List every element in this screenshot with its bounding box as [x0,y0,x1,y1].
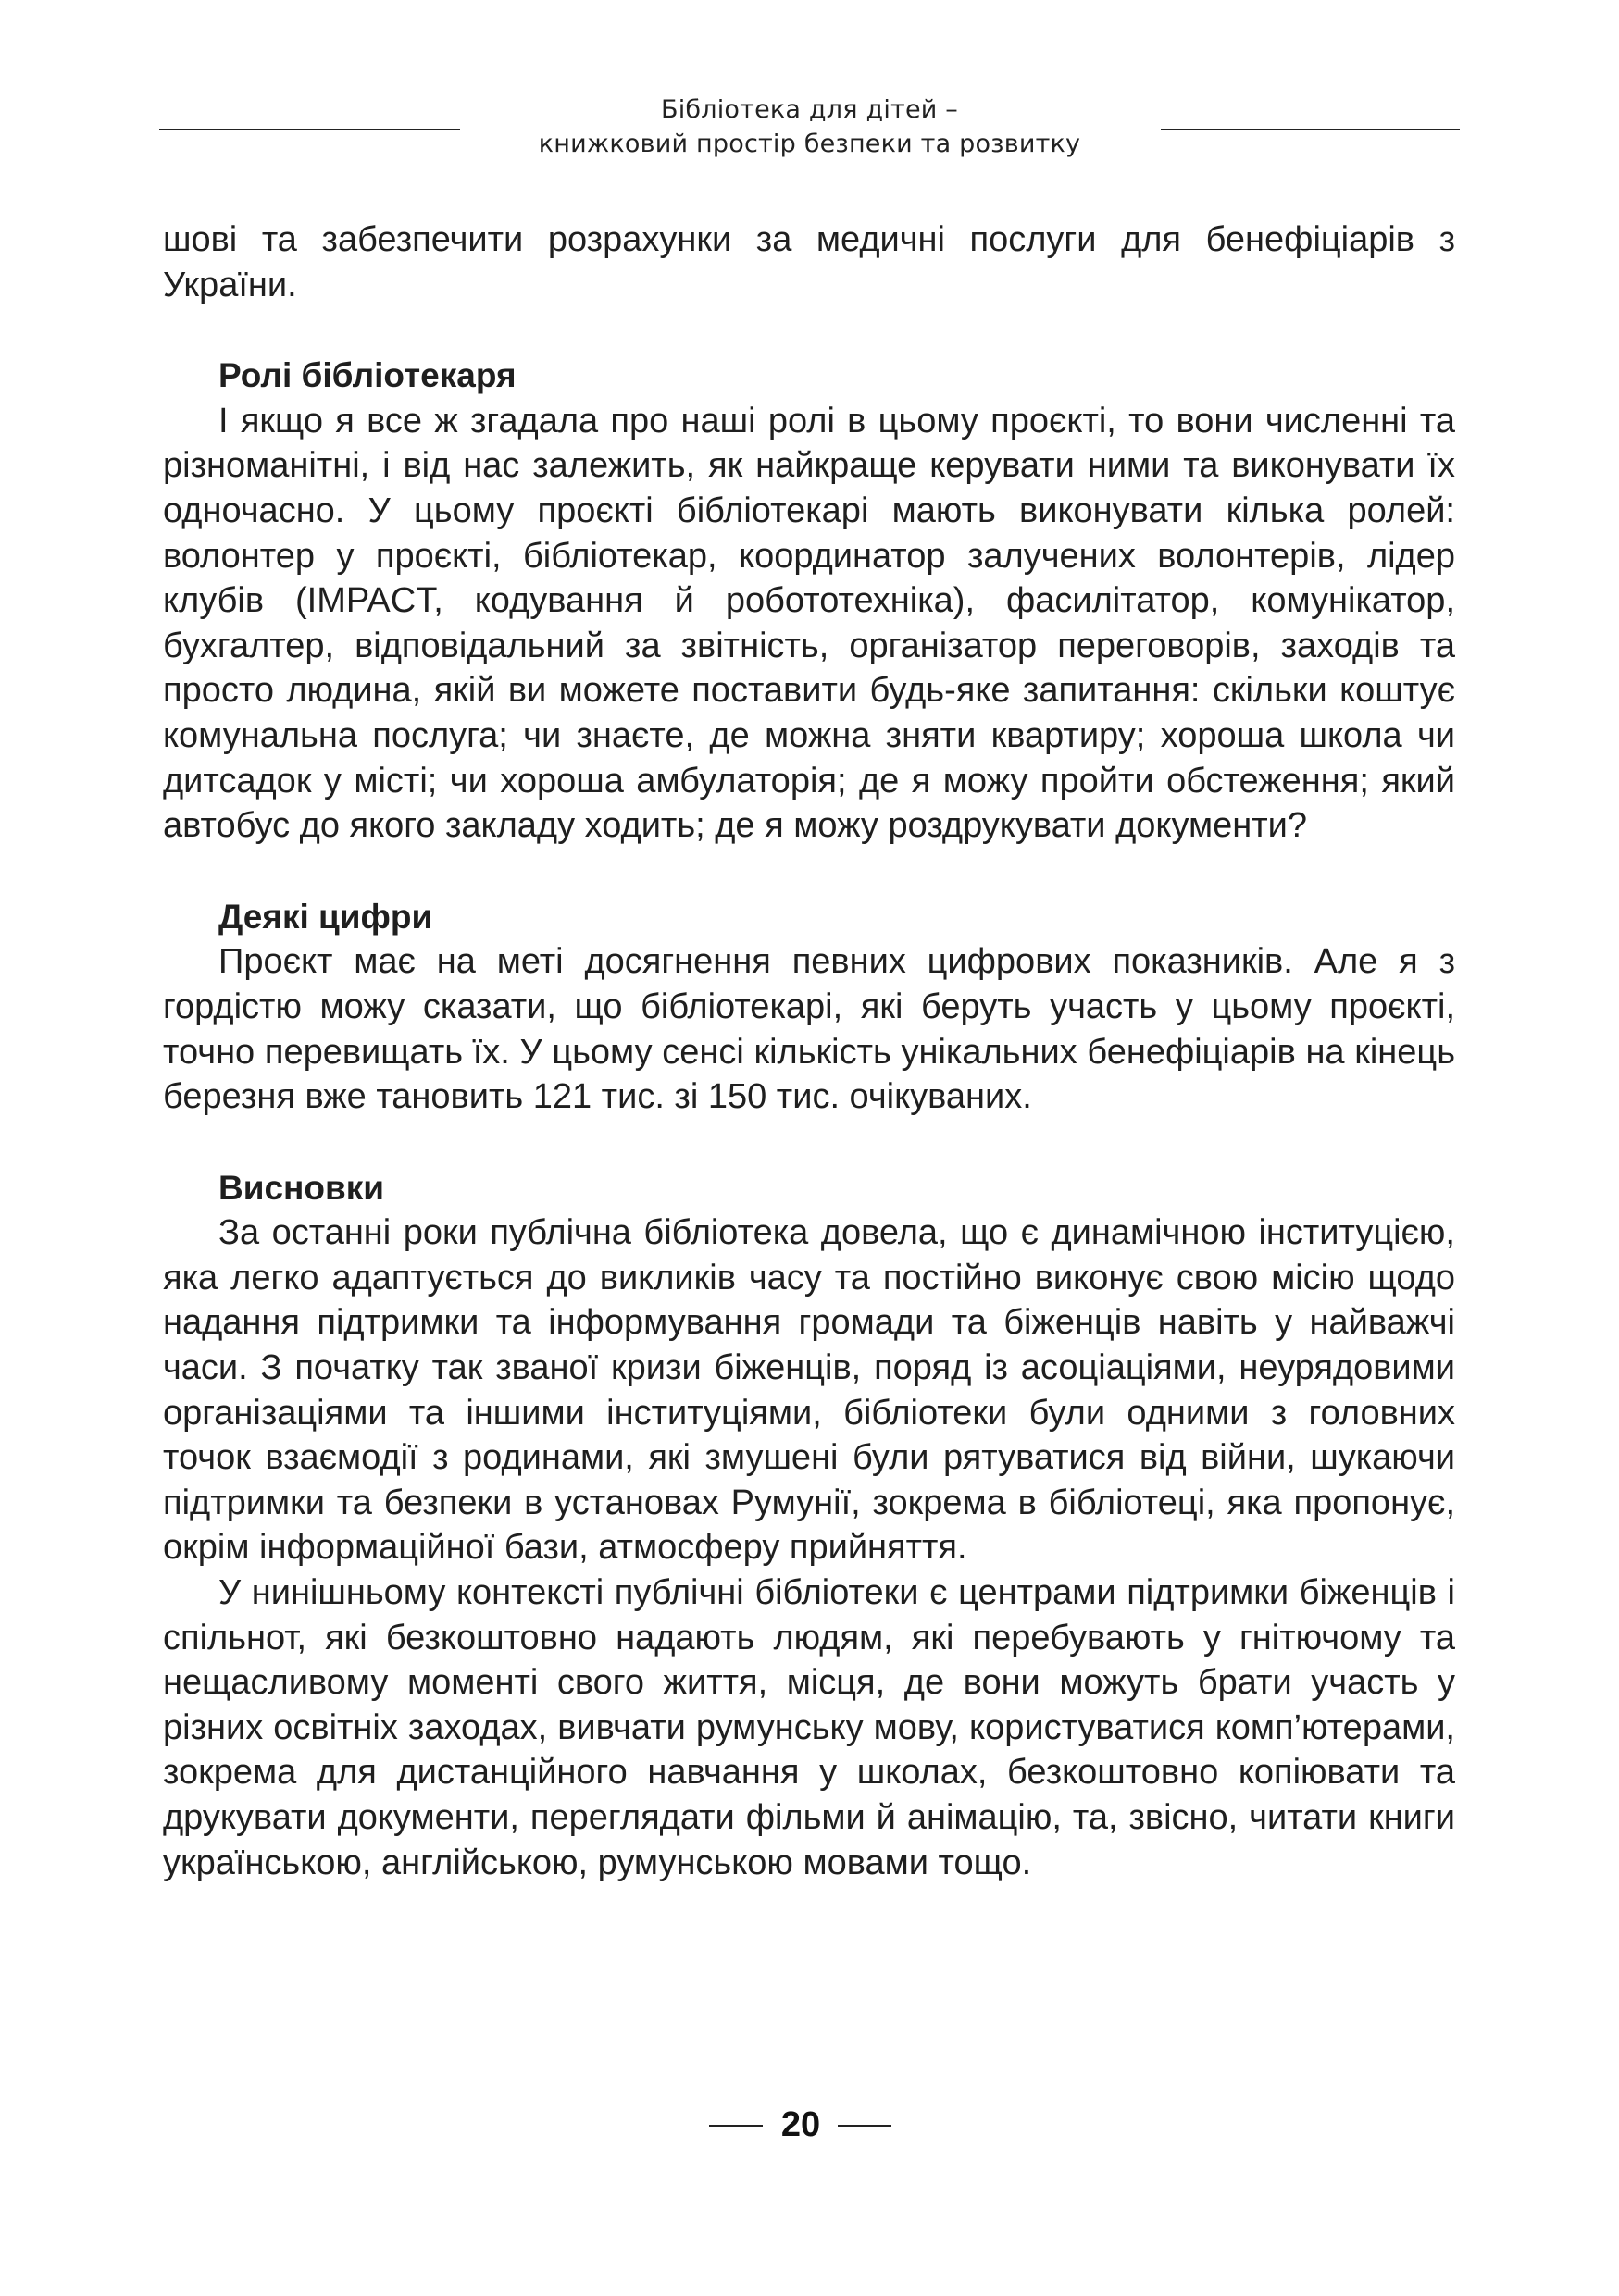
footer-rule-right [838,2125,891,2127]
running-header-line-2: книжковий простір безпеки та розвитку [538,130,1081,158]
section-heading-conclusions: Висновки [218,1168,385,1207]
paragraph-figures: Проєкт має на меті досягнення певних цифрових показників. Але я з гордістю можу сказати, що бібліотекарі, які беруть участь у цьому проєкті, точно перевищать їх. У цьому сенсі кількість унікальних бенефіціарів на кінець березня вже тановить 121 тис. зі 150 тис. очікуваних. [163,942,1455,1117]
paragraph-conclusions-2: У нинішньому контексті публічні бібліотеки є центрами підтримки біженців і спільнот, які безкоштовно надають людям, які перебувають у гнітючому та нещасливому моменті свого життя, місця, де вони можуть брати участь у різних освітніх заходах, вивчати румунську мову, користуватися комп’ютерами, зокрема для дистанційного навчання у школах, безкоштовно копіювати та друкувати документи, переглядати фільми й анімацію, та, звісно, читати книги українською, англійською, румунською мовами тощо. [163,1573,1455,1882]
section-heading-figures: Деякі цифри [218,897,433,936]
page-header [159,89,1460,172]
header-rule-right [1161,129,1460,130]
page-body [163,217,1455,1885]
footer-rule-left [709,2125,763,2127]
page-number: 20 [780,2105,821,2144]
paragraph-roles: І якщо я все ж згадала про наші ролі в цьому проєкті, то вони численні та різноманітні, і від нас залежить, як найкраще керувати ними та виконувати їх одночасно. У цьому проєкті бібліотекарі мають виконувати кілька ролей: волонтер у проєкті, бібліотекар, координатор залучених волонтерів, лідер клубів (IMPACT, кодування й робототехніка), фасилітатор, комунікатор, бухгалтер, відповідальний за звітність, організатор переговорів, заходів та просто людина, якій ви можете поставити будь-яке запитання: скільки коштує комунальна послуга; чи знаєте, де можна зняти квартиру; хороша школа чи дитсадок у місті; чи хороша амбулаторія; де я можу пройти обстеження; який автобус до якого закладу ходить; де я можу роздрукувати документи? [163,401,1455,846]
section-gap [163,1120,1455,1166]
header-rule-left [159,129,460,130]
intro-paragraph: шові та забезпечити розрахунки за медичні послуги для бенефіціарів з України. [163,220,1455,304]
section-heading-roles: Ролі бібліотекаря [218,356,517,395]
page-footer [0,2103,1619,2149]
section-gap [163,849,1455,895]
section-gap [163,307,1455,354]
running-header-title [474,93,1145,161]
running-header-line-1: Бібліотека для дітей – [660,95,959,124]
paragraph-conclusions-1: За останні роки публічна бібліотека довела, що є динамічною інституцією, яка легко адаптується до викликів часу та постійно виконує свою місію щодо надання підтримки та інформування громади та біженців навіть у найважчі часи. З початку так званої кризи біженців, поряд із асоціаціями, неурядовими організаціями та іншими інституціями, бібліотеки були одними з головних точок взаємодії з родинами, які змушені були рятуватися від війни, шукаючи підтримки та безпеки в установах Румунії, зокрема в бібліотеці, яка пропонує, окрім інформаційної бази, атмосферу прийняття. [163,1213,1455,1568]
